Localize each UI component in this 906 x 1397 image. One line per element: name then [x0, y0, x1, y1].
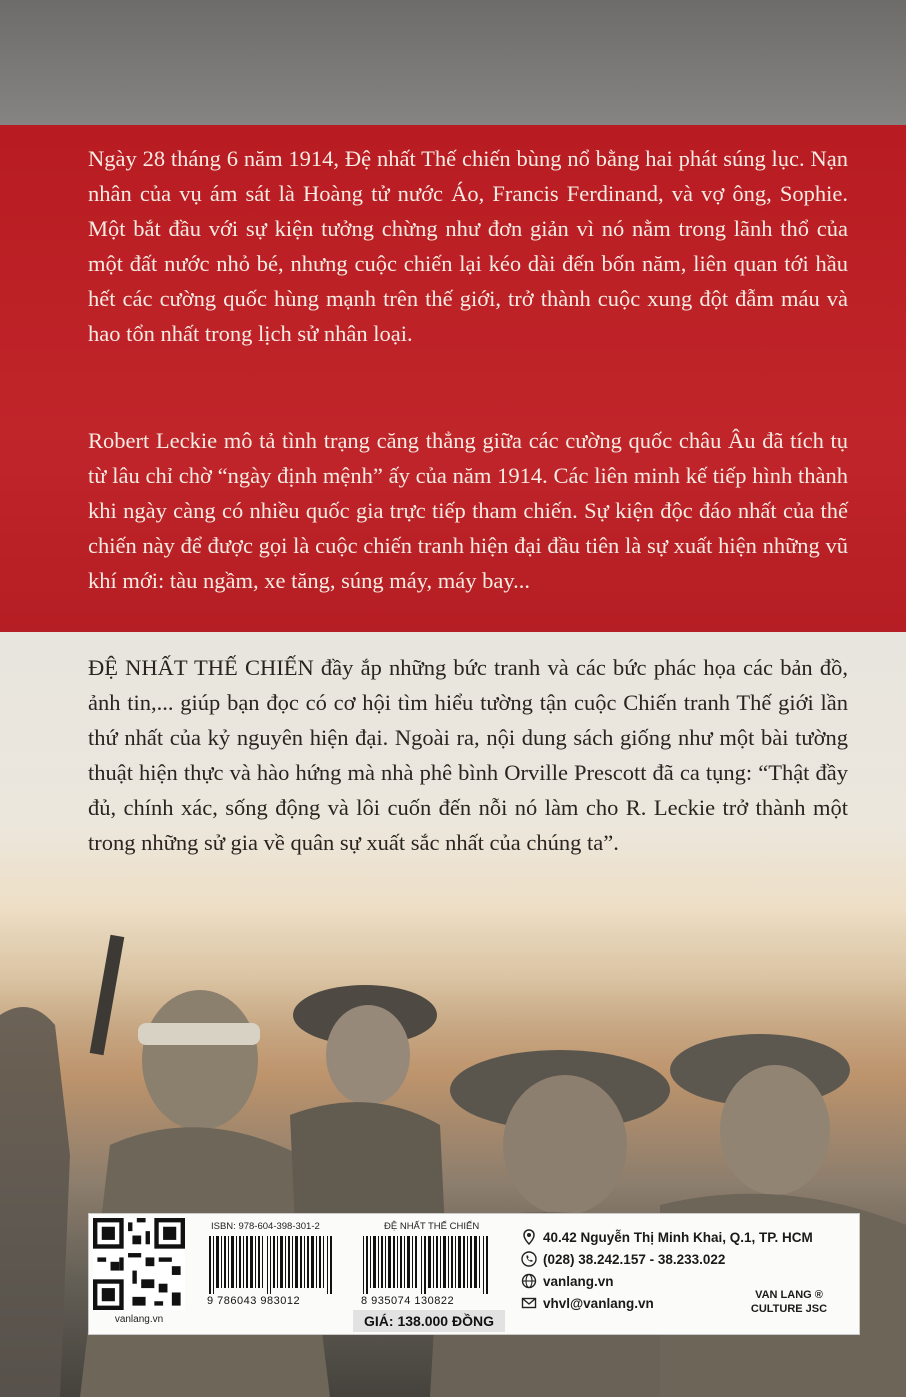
location-icon [521, 1229, 537, 1245]
contact-email[interactable]: vhvl@vanlang.vn [543, 1295, 654, 1311]
qr-site-label: vanlang.vn [114, 1314, 164, 1325]
mail-icon [521, 1295, 537, 1311]
globe-icon [521, 1273, 537, 1289]
ean-barcode [361, 1236, 501, 1294]
contact-address: 40.42 Nguyễn Thị Minh Khai, Q.1, TP. HCM [543, 1229, 813, 1245]
barcode-info-panel [88, 1213, 860, 1335]
isbn-barcode [207, 1236, 342, 1294]
publisher-subtitle: CULTURE JSC [750, 1303, 828, 1315]
qr-code-icon [93, 1218, 185, 1310]
contact-website[interactable]: vanlang.vn [543, 1273, 614, 1289]
book-title-label: ĐỆ NHẤT THẾ CHIẾN [384, 1221, 480, 1232]
synopsis-paragraph-2 [88, 423, 848, 598]
qr-code [93, 1218, 185, 1330]
paragraph-text: Ngày 28 tháng 6 năm 1914, Đệ nhất Thế chiến bùng nổ bằng hai phát súng lục. Nạn nhân của vụ ám sát là Hoàng tử nước Áo, Francis Ferdinand, và vợ ông, Sophie. Một bắt đầu với sự kiện tưởng chừng như đơn giản vì nó nằm trong lãnh thổ của một đất nước nhỏ bé, nhưng cuộc chiến lại kéo dài đến bốn năm, liên quan tới hầu hết các cường quốc hùng mạnh trên thế giới, trở thành cuộc xung đột đẫm máu và hao tổn nhất trong lịch sử nhân loại. [88, 146, 848, 346]
price-label: GIÁ: 138.000 ĐỒNG [353, 1310, 505, 1332]
contact-address-row [521, 1226, 813, 1248]
top-gray-band [0, 0, 906, 125]
ean-digits: 8 935074 130822 [361, 1295, 455, 1307]
book-description-paragraph [88, 650, 848, 860]
paragraph-text: Robert Leckie mô tả tình trạng căng thẳng giữa các cường quốc châu Âu đã tích tụ từ lâu chỉ chờ “ngày định mệnh” ấy của năm 1914. Các liên minh kế tiếp hình thành khi ngày càng có nhiều quốc gia trực tiếp tham chiến. Sự kiện độc đáo nhất của thế chiến này để được gọi là cuộc chiến tranh hiện đại đầu tiên là sự xuất hiện những vũ khí mới: tàu ngầm, xe tăng, súng máy, máy bay... [88, 428, 848, 593]
phone-icon [521, 1251, 537, 1267]
publisher-logo [729, 1288, 849, 1316]
publisher-name: VAN LANG ® [755, 1289, 823, 1301]
paragraph-text: ĐỆ NHẤT THẾ CHIẾN đầy ắp những bức tranh và các bức phác họa các bản đồ, ảnh tin,... giúp bạn đọc có cơ hội tìm hiểu tường tận cuộc Chiến tranh Thế giới lần thứ nhất của kỷ nguyên hiện đại. Ngoài ra, nội dung sách giống như một bài tường thuật hiện thực và hào hứng mà nhà phê bình Orville Prescott đã ca tụng: “Thật đầy đủ, chính xác, sống động và lôi cuốn đến nỗi nó làm cho R. Leckie trở thành một trong những sử gia về quân sự xuất sắc nhất của chúng ta”. [88, 655, 848, 855]
isbn-label: ISBN: 978-604-398-301-2 [211, 1221, 320, 1232]
synopsis-paragraph-1 [88, 141, 848, 351]
contact-phone: (028) 38.242.157 - 38.233.022 [543, 1251, 726, 1267]
contact-phone-row [521, 1248, 813, 1270]
isbn-digits: 9 786043 983012 [207, 1295, 301, 1307]
